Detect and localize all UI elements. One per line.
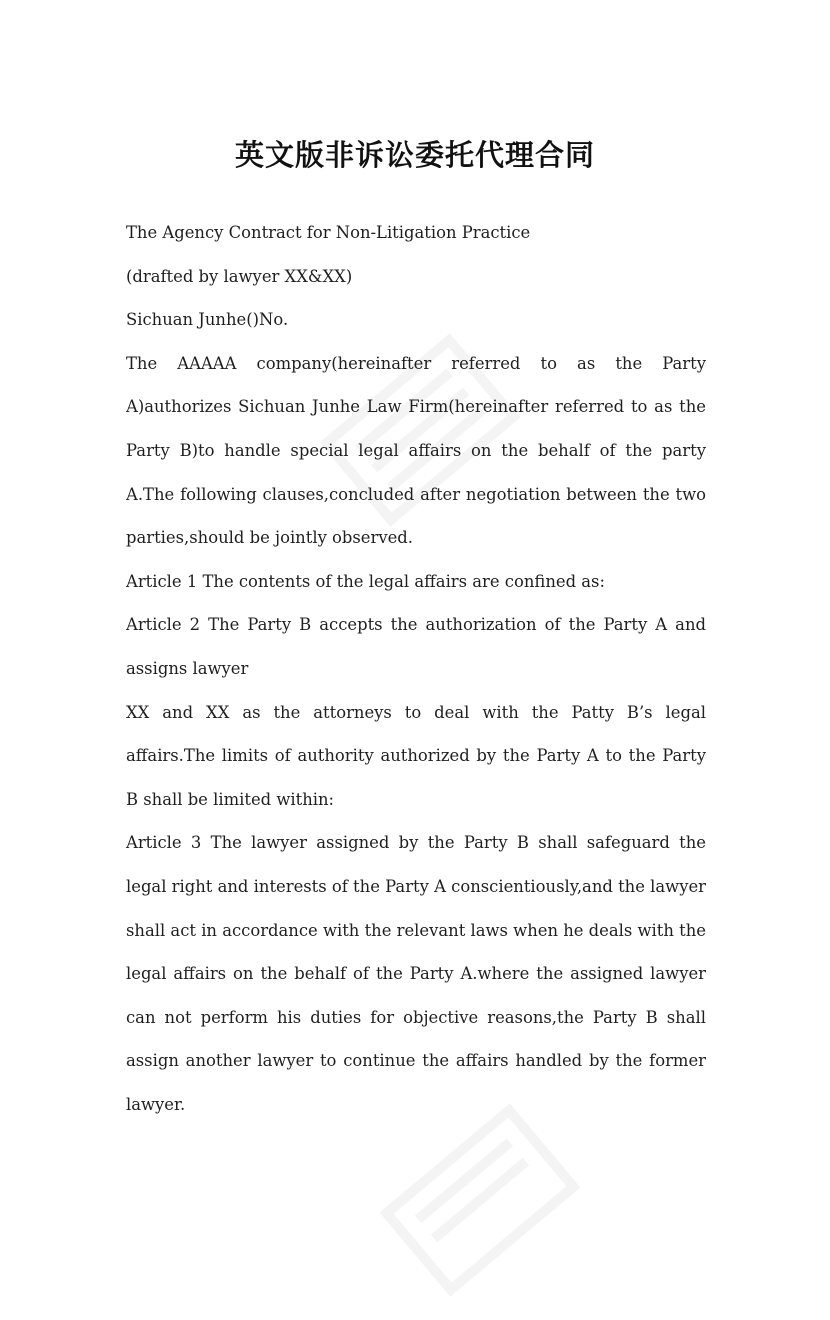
document-title: 英文版非诉讼委托代理合同: [234, 138, 595, 173]
article-3: Article 3 The lawyer assigned by the Party B shall safeguard the legal right and interests of the Party A conscientiously,and the lawyer shall act in accordance with the relevant laws when he deals with the legal affairs on the behalf of the Party A.where the assigned lawyer can not perform his duties for objective reasons,the Party B shall assign another lawyer to continue the affairs handled by the former lawyer.: [126, 833, 706, 1114]
preamble-paragraph: The AAAAA company(hereinafter referred to as the Party A)authorizes Sichuan Junhe Law Firm(hereinafter referred to as the Party B)to handle special legal affairs on the behalf of the party A.The following clauses,concluded after negotiation between the two parties,should be jointly observed.: [126, 353, 706, 548]
article-1: Article 1 The contents of the legal affairs are confined as:: [126, 571, 605, 591]
contract-number-line: Sichuan Junhe()No.: [126, 310, 289, 330]
drafted-by-line: (drafted by lawyer XX&XX): [126, 266, 353, 286]
article-2-continued: XX and XX as the attorneys to deal with the Patty B’s legal affairs.The limits of authority authorized by the Party A to the Party B shall be limited within:: [126, 702, 706, 809]
contract-heading: The Agency Contract for Non-Litigation Practice: [126, 223, 531, 242]
article-2: Article 2 The Party B accepts the authorization of the Party A and assigns lawyer: [126, 615, 706, 678]
document-body: [126, 211, 706, 1126]
